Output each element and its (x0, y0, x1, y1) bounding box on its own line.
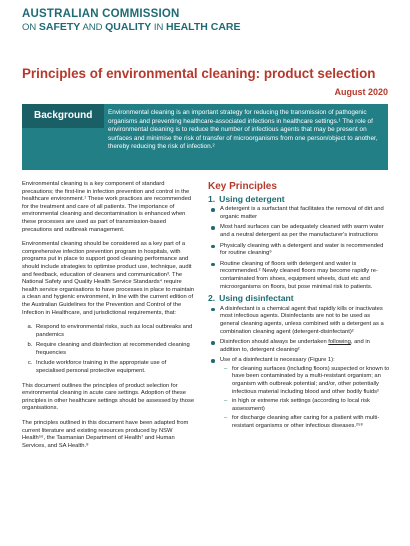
section-1-title: Using detergent (219, 193, 285, 204)
detergent-list (210, 206, 390, 291)
sub-list-item: – for cleaning surfaces (including floors) suspected or known to have been contaminated by a multi-resistant organism; an organism with outbreak potential; and/or, other potentially infectious material including blood and other bodily fluids² (224, 366, 390, 396)
logo-in: IN (153, 22, 164, 33)
disinfectant-list (210, 306, 390, 431)
item-text: Use of a disinfectant is necessary (Figure 1): (220, 357, 335, 364)
list-item (210, 357, 390, 430)
requirements-list (34, 324, 196, 376)
disinfectant-uses-list (224, 366, 390, 431)
left-paragraph-2: Environmental cleaning should be considered as a key part of a comprehensive infection prevention program in hospitals, with programs put in place to support good cleaning performance and should include strategies to optimise product use, technique, audit and feedback, education of cleaners and communication³. The National Safety and Quality Health Service Standards⁴ require health service organisations to have processes in place to maintain a clean and hygienic environment, in line with the current edition of the Australian Guidelines for the Prevention and Control of the Infection in Healthcare, and jurisdictional requirements, that: (22, 241, 195, 316)
list-item: A detergent is a surfactant that facilitates the removal of dirt and organic matter (210, 206, 390, 221)
logo-line-2 (22, 21, 262, 34)
logo-line-1: AUSTRALIAN COMMISSION (22, 8, 180, 20)
list-item: Most hard surfaces can be adequately cleaned with warm water and a neutral detergent as per the manufacturer's instructions (210, 224, 390, 239)
sub-list-item: – in high or extreme risk settings (according to local risk assessment) (224, 398, 390, 413)
logo-on: ON (22, 22, 37, 33)
section-2-title: Using disinfectant (219, 293, 294, 304)
section-2-number: 2. (208, 293, 216, 304)
section-2-heading (208, 295, 390, 303)
list-item: b. Require cleaning and disinfection at recommended cleaning frequencies (34, 342, 196, 357)
list-item: Physically cleaning with a detergent and water is recommended for routine cleaning⁹ (210, 243, 390, 258)
emphasis-following: following (328, 339, 351, 346)
list-item: a. Respond to environmental risks, such as local outbreaks and pandemics (34, 324, 196, 339)
background-label: Background (22, 104, 104, 128)
commission-logo (22, 8, 262, 34)
list-item (210, 339, 390, 354)
left-column (22, 181, 196, 457)
left-paragraph-4: The principles outlined in this document have been adapted from current literature and existing resources produced by NSW Health⁵⁶, the Tasmanian Department of Health⁷ and Human Services, and SA Health.⁸ (22, 420, 189, 449)
right-column (208, 181, 390, 434)
logo-health: HEALTH CARE (166, 21, 241, 33)
logo-and: AND (82, 22, 103, 33)
list-item: A disinfectant is a chemical agent that rapidly kills or inactivates most infectious agents. Disinfectants are not to be used as general cleaning agents, unless combined with a detergent as a combination cleaning agent (detergent-disinfectant)² (210, 306, 390, 336)
page-title: Principles of environmental cleaning: product selection (22, 66, 376, 81)
background-text: Environmental cleaning is an important strategy for reducing the transmission of pathogenic organisms and preventing healthcare-associated infections in healthcare settings.¹ The role of environmental cleaning is to reduce the number of infectious agents that may be present on surfaces and minimise the risk of transfer of microorganisms from one person/object to another, thereby reducing the risk of infection.² (108, 109, 378, 151)
list-item: Routine cleaning of floors with detergent and water is recommended.² Newly cleaned floors may become rapidly re-contaminated from shoes, equipment wheels, dust etc and microorganisms on floors, but pose minimal risk to patients. (210, 261, 390, 291)
publication-date: August 2020 (334, 87, 388, 97)
section-1-heading (208, 193, 390, 204)
logo-quality: QUALITY (105, 21, 152, 33)
item-text: , and in addition to, detergent cleaning² (220, 339, 370, 353)
left-paragraph-3: This document outlines the principles of product selection for environmental cleaning in acute care settings. Adoption of these principles in other healthcare settings should be assessed by those organisations. (22, 382, 195, 412)
background-banner (22, 104, 388, 170)
section-1-number: 1. (208, 193, 216, 204)
sub-list-item: – for discharge cleaning after caring for a patient with multi-resistant organisms or other infectious diseases.²⁵⁸ (224, 415, 390, 430)
list-item: c. Include workforce training in the appropriate use of specialised personal protective equipment. (34, 360, 196, 375)
key-principles-heading: Key Principles (208, 181, 277, 192)
left-paragraph-1: Environmental cleaning is a key component of standard precautions; the first-line in infection prevention and control in the healthcare environment.¹ These work practices are recommended for the treatment and care of all patients. The importance of environmental cleaning and decontamination is enhanced when these processes are used as part of transmission-based precautions and outbreak management. (22, 181, 192, 233)
item-text: Disinfection should always be undertaken (220, 339, 329, 346)
logo-safety: SAFETY (38, 21, 81, 33)
